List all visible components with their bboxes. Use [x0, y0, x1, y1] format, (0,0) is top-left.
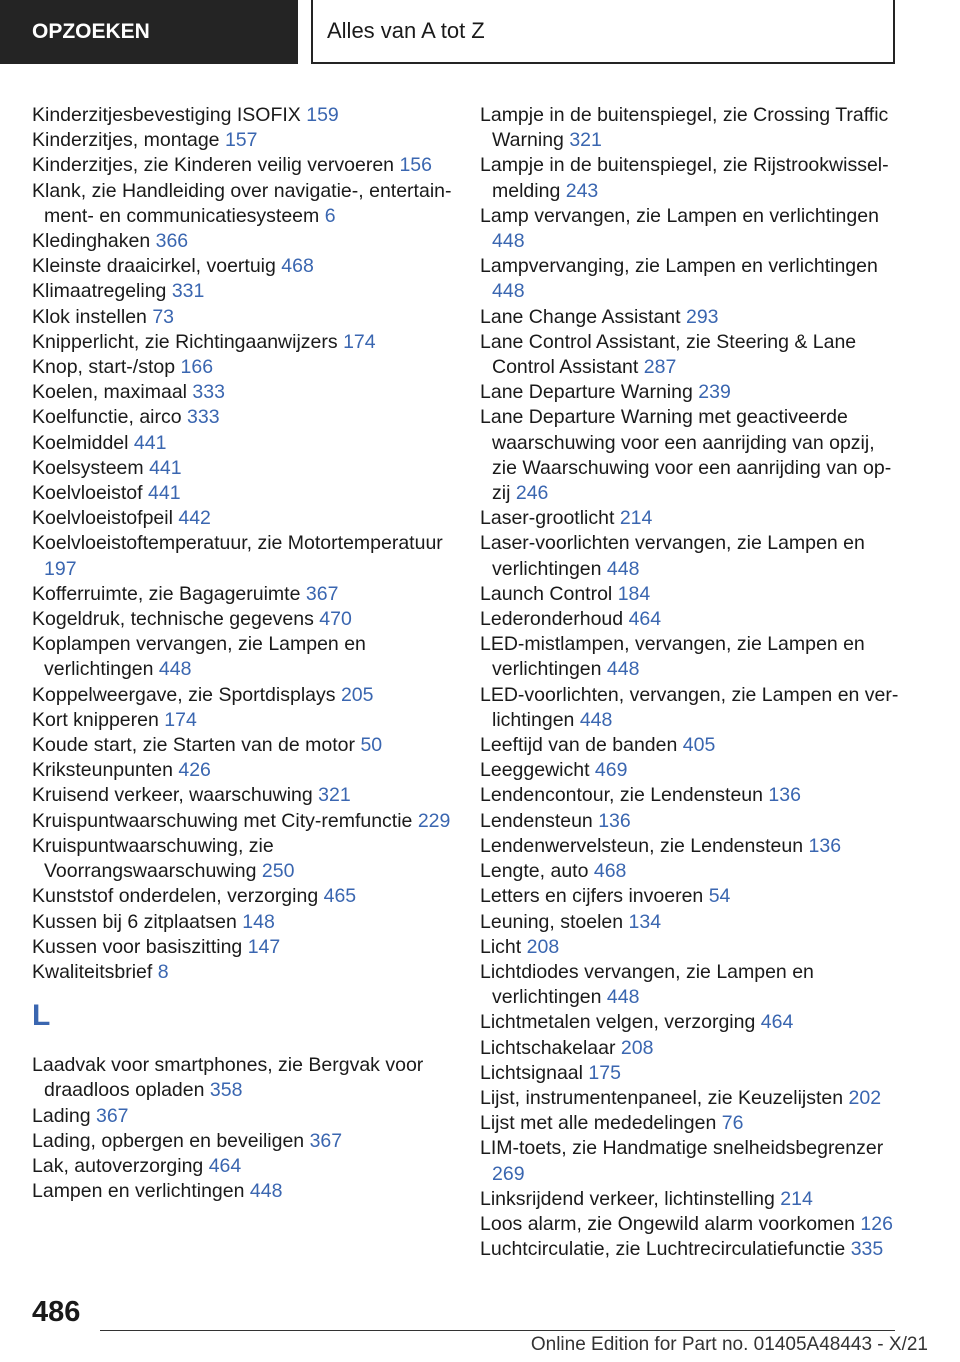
page-reference-link[interactable]: 464 — [208, 1154, 242, 1177]
index-entry — [480, 506, 900, 531]
index-entry — [32, 1129, 452, 1154]
index-entry-text: Lampen en verlichtingen — [32, 1180, 245, 1203]
page-reference-link[interactable]: 321 — [569, 129, 602, 152]
index-entry-text: Lederonderhoud — [480, 608, 624, 631]
index-entry-text: Lamp vervangen, zie Lampen en verlichtingen — [480, 204, 879, 227]
index-entry-text: Lampvervanging, zie Lampen en verlichtingen — [480, 255, 878, 278]
page-reference-link[interactable]: 321 — [318, 784, 351, 807]
index-entry — [32, 506, 452, 531]
index-entry-text: Kussen voor basiszitting — [32, 935, 243, 958]
index-entry — [32, 708, 452, 733]
index-entry-text: Koelmiddel — [32, 431, 129, 454]
index-entry-text: Laadvak voor smartphones, zie Bergvak voor draadloos opladen — [32, 1054, 424, 1102]
index-entry — [480, 607, 900, 632]
index-entry — [480, 935, 900, 960]
page-reference-link[interactable]: 214 — [780, 1187, 813, 1210]
index-entry-text: Kort knipperen — [32, 708, 159, 731]
index-entry — [480, 405, 900, 506]
page-reference-link[interactable]: 465 — [323, 885, 357, 908]
index-entry — [32, 431, 452, 456]
page-reference-link[interactable]: 448 — [606, 986, 640, 1009]
index-entry-text: Kruispuntwaarschuwing, zie Voorrangswaarschuwing — [32, 834, 274, 883]
index-entry-text: Lak, autoverzorging — [32, 1154, 204, 1177]
index-entry-text: Leeggewicht — [480, 759, 590, 782]
index-entry — [32, 632, 452, 682]
index-entry — [32, 809, 452, 834]
page-reference-link[interactable]: 331 — [171, 280, 205, 303]
index-list-l — [32, 1053, 452, 1204]
page-reference-link[interactable]: 366 — [155, 230, 189, 253]
page-reference-link[interactable]: 442 — [178, 507, 211, 530]
page-reference-link[interactable]: 448 — [492, 280, 525, 303]
index-entry-text: Leeftijd van de banden — [480, 734, 678, 757]
index-entry-text: Kruisend verkeer, waarschuwing — [32, 784, 313, 807]
index-entry-text: Kleinste draaicirkel, voertuig — [32, 255, 276, 278]
index-entry — [480, 204, 900, 254]
index-entry-text: Lichtsignaal — [480, 1061, 583, 1084]
index-entry — [32, 305, 452, 330]
page-reference-link[interactable]: 333 — [192, 381, 225, 404]
page-reference-link[interactable]: 448 — [492, 230, 525, 253]
index-entry-text: Kofferruimte, zie Bagageruimte — [32, 582, 301, 605]
page-reference-link[interactable]: 50 — [360, 734, 383, 757]
page-reference-link[interactable]: 159 — [306, 104, 339, 126]
index-entry — [480, 809, 900, 834]
index-entry — [32, 1154, 452, 1179]
index-entry — [32, 229, 452, 254]
index-entry — [32, 834, 452, 884]
page-reference-link[interactable]: 184 — [617, 582, 651, 605]
page-reference-link[interactable]: 405 — [682, 734, 716, 757]
index-entry — [32, 405, 452, 430]
index-entry — [480, 1036, 900, 1061]
index-entry — [32, 783, 452, 808]
page-reference-link[interactable]: 8 — [157, 960, 169, 983]
index-entry-text: Lichtdiodes vervangen, zie Lampen en verlichtingen — [480, 960, 814, 1009]
index-entry — [480, 103, 900, 153]
index-entry-text: Licht — [480, 935, 522, 958]
page-reference-link[interactable]: 205 — [340, 683, 374, 706]
index-entry-text: Koplampen vervangen, zie Lampen en verlichtingen — [32, 633, 366, 681]
index-entry-text: Luchtcirculatie, zie Luchtrecirculatiefunctie — [480, 1238, 846, 1261]
index-entry — [480, 1086, 900, 1111]
page-reference-link[interactable]: 243 — [565, 179, 599, 202]
index-entry — [32, 758, 452, 783]
index-entry — [480, 330, 900, 380]
section-letter: L — [32, 999, 51, 1033]
page-reference-link[interactable]: 441 — [148, 482, 181, 505]
index-column-left — [32, 103, 452, 1204]
footer-divider — [100, 1330, 895, 1331]
index-list-right — [480, 103, 900, 1262]
page-reference-link[interactable]: 202 — [848, 1086, 882, 1109]
index-entry — [480, 1061, 900, 1086]
index-entry-text: Lane Departure Warning met geactiveerde waarschuwing voor een aanrijding van opzij, zie Waarschuwing voor een aanrijding van opzij — [480, 406, 892, 505]
index-entry — [480, 254, 900, 304]
page-reference-link[interactable]: 197 — [44, 557, 77, 580]
page-reference-link[interactable]: 136 — [768, 784, 801, 807]
index-entry — [32, 456, 452, 481]
page-reference-link[interactable]: 148 — [242, 910, 275, 933]
index-entry-text: Lichtmetalen velgen, verzorging — [480, 1011, 756, 1034]
page-reference-link[interactable]: 250 — [261, 860, 295, 883]
page-reference-link[interactable]: 175 — [588, 1061, 621, 1084]
index-entry-text: Klok instellen — [32, 305, 147, 328]
index-entry-text: Linksrijdend verkeer, lichtinstelling — [480, 1187, 775, 1210]
page-reference-link[interactable]: 293 — [685, 305, 719, 328]
index-entry — [32, 103, 452, 128]
page-reference-link[interactable]: 136 — [808, 834, 842, 857]
page-reference-link[interactable]: 464 — [628, 608, 662, 631]
page-reference-link[interactable]: 229 — [417, 809, 451, 832]
page-reference-link[interactable]: 126 — [860, 1212, 893, 1235]
page-reference-link[interactable]: 269 — [492, 1162, 525, 1185]
index-entry-text: Lane Control Assistant, zie Steering & Lane Control Assistant — [480, 330, 857, 379]
index-entry — [480, 1136, 900, 1186]
index-entry — [480, 960, 900, 1010]
index-entry-text: Klank, zie Handleiding over navigatie-, entertainment- en communicatiesysteem — [32, 179, 452, 227]
index-entry-text: Kriksteunpunten — [32, 759, 173, 782]
index-entry — [32, 330, 452, 355]
index-entry-text: Lading, opbergen en beveiligen — [32, 1129, 305, 1152]
index-entry — [480, 733, 900, 758]
index-entry — [32, 355, 452, 380]
page-reference-link[interactable]: 464 — [760, 1011, 794, 1034]
page-number: 486 — [32, 1296, 81, 1328]
page-reference-link[interactable]: 367 — [305, 582, 339, 605]
index-entry — [32, 128, 452, 153]
index-entry-text: Leuning, stoelen — [480, 910, 624, 933]
page-reference-link[interactable]: 134 — [628, 910, 662, 933]
index-entry-text: LIM-toets, zie Handmatige snelheidsbegrenzer — [480, 1137, 884, 1160]
index-entry-text: Lading — [32, 1104, 91, 1127]
index-entry — [480, 380, 900, 405]
page-reference-link[interactable]: 470 — [319, 608, 352, 631]
page-reference-link[interactable]: 174 — [164, 708, 197, 731]
page-reference-link[interactable]: 448 — [606, 658, 640, 681]
index-entry-text: Lane Change Assistant — [480, 305, 681, 328]
index-entry-text: Koelvloeistof — [32, 482, 143, 505]
page-reference-link[interactable]: 441 — [133, 431, 167, 454]
index-entry — [32, 254, 452, 279]
index-entry-text: Kinderzitjes, zie Kinderen veilig vervoeren — [32, 154, 395, 177]
index-entry — [32, 607, 452, 632]
page-reference-link[interactable]: 358 — [209, 1079, 243, 1102]
index-entry — [32, 582, 452, 607]
index-entry-text: Letters en cijfers invoeren — [480, 885, 704, 908]
index-entry-text: Lengte, auto — [480, 860, 589, 883]
page-reference-link[interactable]: 214 — [619, 507, 653, 530]
index-entry — [480, 683, 900, 733]
page-reference-link[interactable]: 335 — [850, 1238, 884, 1261]
page-reference-link[interactable]: 246 — [515, 482, 549, 505]
index-entry-text: Kunststof onderdelen, verzorging — [32, 885, 319, 908]
index-entry-text: Kledinghaken — [32, 230, 151, 253]
index-entry-text: Loos alarm, zie Ongewild alarm voorkomen — [480, 1212, 855, 1235]
page-reference-link[interactable]: 468 — [281, 255, 314, 278]
page-reference-link[interactable]: 208 — [526, 935, 560, 958]
index-entry-text: Knipperlicht, zie Richtingaanwijzers — [32, 330, 338, 353]
page-reference-link[interactable]: 147 — [247, 935, 281, 958]
index-entry-text: Koelsysteem — [32, 456, 144, 479]
index-entry — [480, 758, 900, 783]
index-entry — [32, 935, 452, 960]
index-entry — [32, 153, 452, 178]
index-entry-text: Lijst met alle mededelingen — [480, 1112, 717, 1135]
section-tab: OPZOEKEN — [0, 0, 298, 64]
index-entry-text: Lendenwervelsteun, zie Lendensteun — [480, 834, 804, 857]
index-entry — [32, 733, 452, 758]
index-entry — [32, 279, 452, 304]
index-entry — [32, 179, 452, 229]
page-reference-link[interactable]: 287 — [643, 356, 677, 379]
page-reference-link[interactable]: 76 — [721, 1112, 744, 1135]
index-entry-text: Lampje in de buitenspiegel, zie Rijstrookwisselmelding — [480, 154, 889, 202]
index-entry-text: LED-mistlampen, vervangen, zie Lampen en verlichtingen — [480, 633, 865, 681]
index-entry-text: Lendencontour, zie Lendensteun — [480, 784, 763, 807]
index-entry — [32, 380, 452, 405]
index-entry-text: Kussen bij 6 zitplaatsen — [32, 910, 237, 933]
index-entry-text: Launch Control — [480, 582, 613, 605]
index-entry — [480, 632, 900, 682]
index-entry-text: Laser-voorlichten vervangen, zie Lampen en verlichtingen — [480, 532, 865, 580]
index-entry — [32, 683, 452, 708]
index-list-k — [32, 103, 452, 985]
edition-footer: Online Edition for Part no. 01405A48443 - X/21 — [530, 1334, 928, 1355]
index-entry-text: LED-voorlichten, vervangen, zie Lampen en verlichtingen — [480, 683, 899, 731]
page-reference-link[interactable]: 174 — [343, 330, 376, 353]
page-reference-link[interactable]: 239 — [698, 381, 731, 404]
index-entry-text: Koelvloeistofpeil — [32, 507, 173, 530]
page-reference-link[interactable]: 208 — [620, 1036, 654, 1059]
index-entry-text: Kogeldruk, technische gegevens — [32, 608, 314, 631]
page-reference-link[interactable]: 448 — [158, 658, 192, 681]
index-entry — [32, 1104, 452, 1129]
index-entry — [32, 531, 452, 581]
page-reference-link[interactable]: 448 — [606, 557, 640, 580]
page-reference-link[interactable]: 468 — [593, 860, 627, 883]
page-reference-link[interactable]: 333 — [187, 406, 220, 429]
index-entry — [480, 834, 900, 859]
index-entry — [480, 531, 900, 581]
index-entry — [32, 910, 452, 935]
index-entry-text: Kruispuntwaarschuwing met City-remfunctie — [32, 809, 413, 832]
page-reference-link[interactable]: 136 — [598, 809, 631, 832]
index-entry-text: Koelvloeistoftemperatuur, zie Motortemperatuur — [32, 532, 443, 555]
index-entry — [32, 481, 452, 506]
index-entry — [32, 960, 452, 985]
index-entry — [32, 1053, 452, 1103]
index-entry — [480, 910, 900, 935]
index-entry — [480, 153, 900, 203]
page-reference-link[interactable]: 441 — [149, 456, 182, 479]
index-entry — [32, 884, 452, 909]
page-reference-link[interactable]: 73 — [152, 305, 175, 328]
page-reference-link[interactable]: 54 — [708, 885, 731, 908]
index-entry-text: Lendensteun — [480, 809, 593, 832]
page-reference-link[interactable]: 448 — [579, 708, 613, 731]
page-reference-link[interactable]: 448 — [249, 1180, 283, 1203]
page-reference-link[interactable]: 367 — [309, 1129, 343, 1152]
page-reference-link[interactable]: 156 — [399, 154, 432, 177]
page-reference-link[interactable]: 166 — [180, 356, 214, 379]
page-title: Alles van A tot Z — [311, 0, 895, 64]
index-entry-text: Laser-grootlicht — [480, 507, 615, 530]
index-entry-text: Lijst, instrumentenpaneel, zie Keuzelijsten — [480, 1086, 844, 1109]
index-entry — [480, 859, 900, 884]
index-entry-text: Kinderzitjes, montage — [32, 129, 220, 152]
index-entry-text: Lichtschakelaar — [480, 1036, 616, 1059]
index-entry — [480, 1237, 900, 1262]
index-entry — [32, 1179, 452, 1204]
page-reference-link[interactable]: 367 — [95, 1104, 129, 1127]
index-entry — [480, 1111, 900, 1136]
index-entry-text: Kinderzitjesbevestiging ISOFIX — [32, 104, 301, 126]
page-reference-link[interactable]: 469 — [594, 759, 628, 782]
index-entry-text: Kwaliteitsbrief — [32, 960, 153, 983]
index-entry-text: Lane Departure Warning — [480, 381, 693, 404]
index-entry-text: Koude start, zie Starten van de motor — [32, 734, 356, 757]
index-entry-text: Lampje in de buitenspiegel, zie Crossing Traffic Warning — [480, 104, 889, 152]
index-entry — [480, 582, 900, 607]
index-entry-text: Koelen, maximaal — [32, 381, 187, 404]
index-entry — [480, 884, 900, 909]
index-column-right — [480, 103, 900, 1262]
page-reference-link[interactable]: 6 — [324, 204, 336, 227]
page-reference-link[interactable]: 157 — [224, 129, 258, 152]
index-entry — [480, 783, 900, 808]
index-entry-text: Klimaatregeling — [32, 280, 167, 303]
index-entry-text: Koppelweergave, zie Sportdisplays — [32, 683, 336, 706]
index-entry — [480, 1010, 900, 1035]
index-entry — [480, 1212, 900, 1237]
index-entry-text: Koelfunctie, airco — [32, 406, 182, 429]
page-reference-link[interactable]: 426 — [178, 759, 211, 782]
index-entry-text: Knop, start-/stop — [32, 356, 176, 379]
index-entry — [480, 1187, 900, 1212]
index-entry — [480, 305, 900, 330]
